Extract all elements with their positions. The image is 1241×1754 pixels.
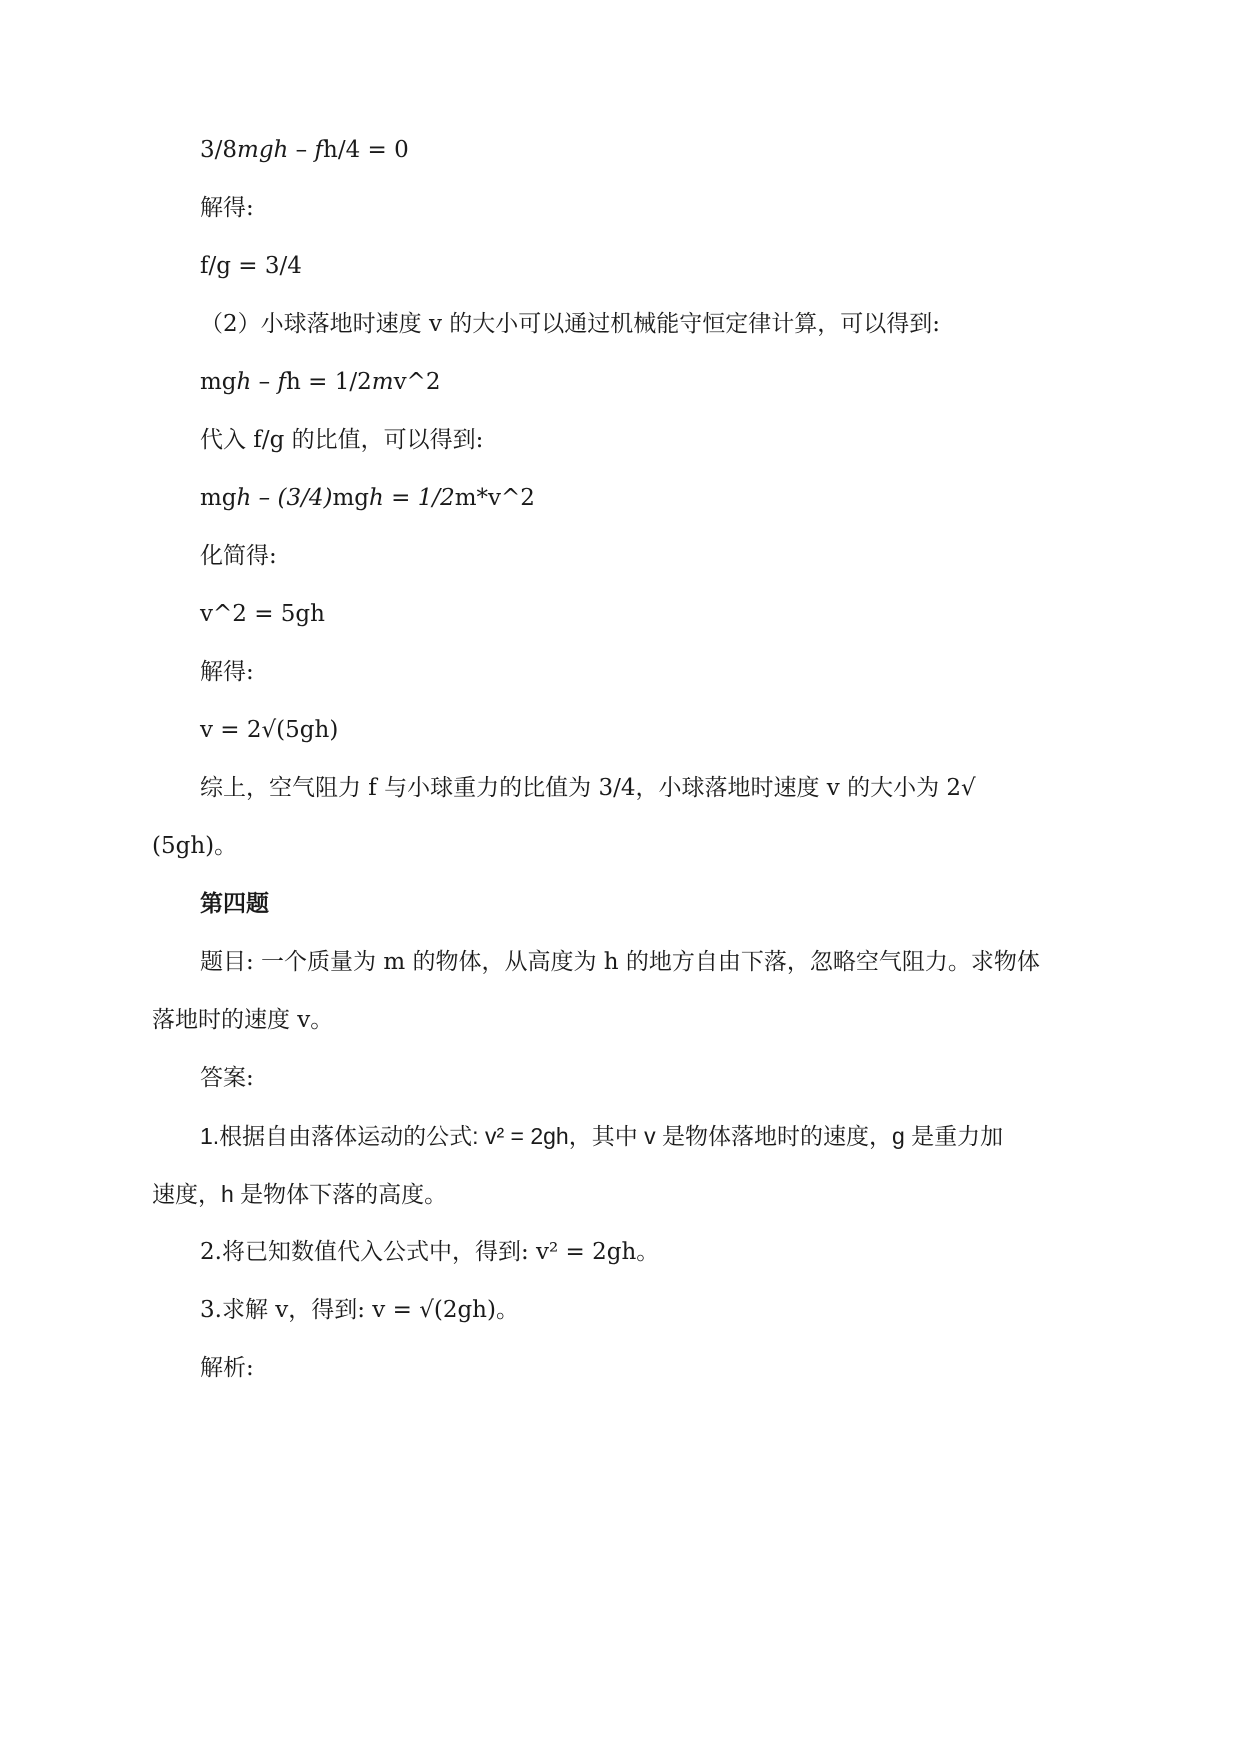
- eq-part: mgh: [237, 137, 289, 163]
- equation-energy-balance: [200, 135, 409, 165]
- equation-mechanical-energy: [200, 367, 440, 397]
- part-2-intro: （2）小球落地时速度 v 的大小可以通过机械能守恒定律计算，可以得到:: [200, 311, 940, 337]
- eq-part: h = 1/2: [286, 369, 372, 395]
- eq-part: h: [236, 369, 252, 395]
- analysis-label: 解析:: [200, 1355, 254, 1381]
- substitute-intro: 代入 f/g 的比值，可以得到:: [200, 427, 484, 453]
- question-line-2: 落地时的速度 v。: [152, 1007, 334, 1033]
- eq-part: v^2: [393, 369, 441, 395]
- answer-step-1: 1.根据自由落体运动的公式: v² = 2gh，其中 v 是物体落地时的速度，g 是重力加: [200, 1123, 1004, 1149]
- eq-part: –: [288, 137, 315, 163]
- equation-simplified: v^2 = 5gh: [200, 601, 325, 627]
- eq-part: 3/8: [200, 137, 238, 163]
- conclusion-line-2: (5gh)。: [152, 833, 238, 859]
- eq-part: mg: [200, 369, 237, 395]
- solve-label-1: 解得:: [200, 195, 254, 221]
- equation-ratio: f/g = 3/4: [200, 253, 302, 279]
- eq-part: h = 1/2: [369, 485, 455, 511]
- eq-part: f: [314, 137, 324, 163]
- eq-part: mg: [332, 485, 369, 511]
- eq-part: f: [277, 369, 287, 395]
- eq-part: m*v^2: [454, 485, 535, 511]
- eq-part: m: [371, 369, 394, 395]
- conclusion-line-1: 综上，空气阻力 f 与小球重力的比值为 3/4，小球落地时速度 v 的大小为 2√: [200, 775, 976, 801]
- equation-substituted: [200, 483, 535, 513]
- eq-part: h – (3/4): [236, 485, 333, 511]
- answer-label: 答案:: [200, 1065, 254, 1091]
- simplify-label: 化简得:: [200, 543, 277, 569]
- answer-step-3: 3.求解 v，得到: v = √(2gh)。: [200, 1297, 519, 1323]
- eq-part: –: [251, 369, 278, 395]
- equation-velocity: v = 2√(5gh): [200, 717, 339, 743]
- question-line-1: 题目: 一个质量为 m 的物体，从高度为 h 的地方自由下落，忽略空气阻力。求物体: [200, 949, 1040, 975]
- eq-part: h/4 = 0: [323, 137, 409, 163]
- answer-step-1-cont: 速度，h 是物体下落的高度。: [152, 1181, 448, 1207]
- eq-part: mg: [200, 485, 237, 511]
- solve-label-2: 解得:: [200, 659, 254, 685]
- section-heading-question-4: 第四题: [200, 891, 269, 917]
- answer-step-2: 2.将已知数值代入公式中，得到: v² = 2gh。: [200, 1239, 660, 1265]
